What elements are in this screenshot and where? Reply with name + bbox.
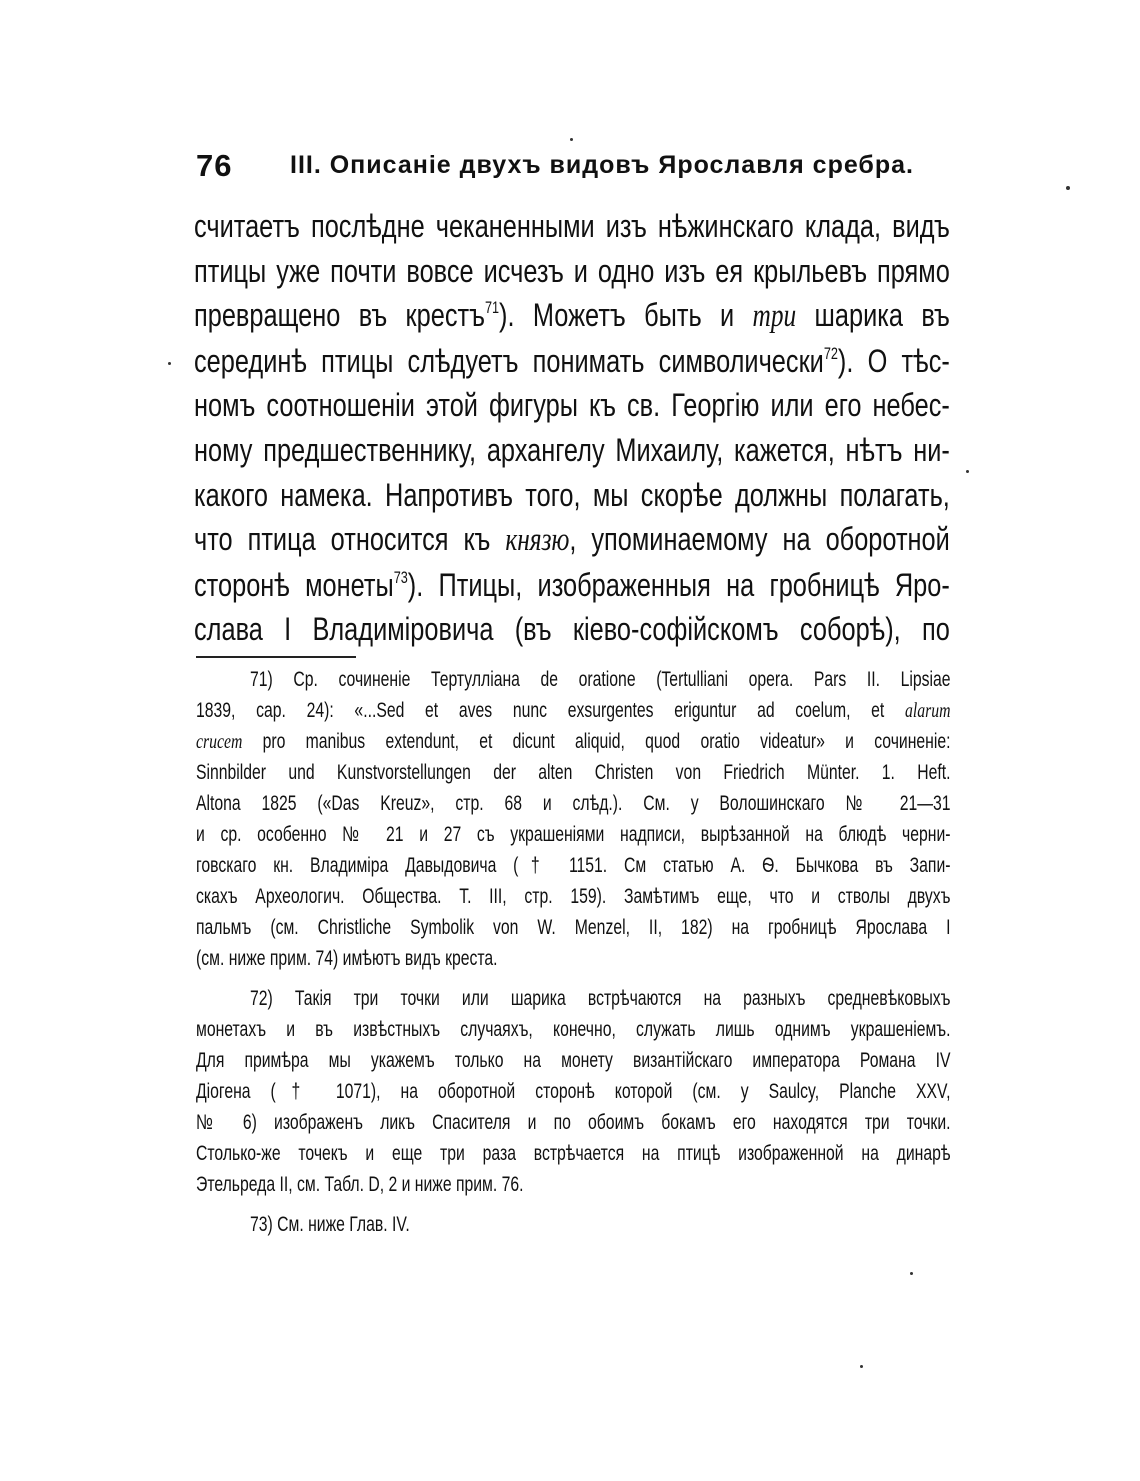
footnote-line: 73) См. ниже Глав. IV. <box>250 1213 410 1236</box>
footnote-line: Столько-же точекъ и еще три раза встрѣчается на птицѣ изображенной на динарѣ <box>196 1142 951 1165</box>
page-header <box>196 148 956 188</box>
scan-speck <box>168 362 171 365</box>
page-number: 76 <box>196 148 233 183</box>
scan-speck <box>570 138 573 141</box>
text-line: ному предшественнику, архангелу Михаилу, кажется, нѣтъ ни- <box>194 431 950 468</box>
text-line: слава I Владиміровича (въ кіево-софійскомъ соборѣ), по <box>194 611 950 648</box>
footnote-line: 72) Такія три точки или шарика встрѣчаются на разныхъ средневѣковыхъ <box>250 987 951 1010</box>
footnote-separator <box>196 656 356 658</box>
footnote-line: монетахъ и въ извѣстныхъ случаяхъ, конечно, служать лишь однимъ украшеніемъ. <box>196 1018 951 1041</box>
footnotes <box>196 664 951 1249</box>
footnote-71 <box>196 664 951 974</box>
footnote-72 <box>196 983 951 1200</box>
footnote-ref-71: 71 <box>484 299 500 318</box>
footnote-line: Этельреда II, см. Табл. D, 2 и ниже прим. 76. <box>196 1173 524 1196</box>
text-line: превращено въ крестъ$^{71}$). Можетъ быть и три шарика въ <box>194 297 950 335</box>
text-line: птицы уже почти вовсе исчезъ и одно изъ ея крыльевъ прямо <box>194 252 950 289</box>
footnote-line: Sinnbilder und Kunstvorstellungen der alten Christen von Friedrich Münter. 1. Heft. <box>196 761 951 784</box>
footnote-line: говскаго кн. Владиміра Давыдовича († 1151. См статью А. Ѳ. Бычкова въ Запи- <box>196 854 951 877</box>
text-line: какого намека. Напротивъ того, мы скорѣе должны полагать, <box>194 476 950 513</box>
footnote-line: и ср. особенно № 21 и 27 съ украшеніями надписи, вырѣзанной на блюдѣ черни- <box>196 823 951 846</box>
running-title: III. Описаніе двухъ видовъ Ярославля сребра. <box>290 151 914 179</box>
footnote-line: № 6) изображенъ ликъ Спасителя и по обоимъ бокамъ его находятся три точки. <box>196 1111 951 1134</box>
text-line: сторонѣ монеты$^{73}$). Птицы, изображенныя на гробницѣ Яро- <box>194 566 950 603</box>
scan-speck <box>910 1272 913 1275</box>
footnote-ref-73: 73 <box>393 568 408 587</box>
main-text <box>194 204 950 652</box>
footnote-line: crucem pro manibus extendunt, et dicunt aliquid, quod oratio videatur» и сочиненіе: <box>196 729 951 753</box>
text-line: номъ соотношеніи этой фигуры къ св. Георгію или его небес- <box>194 387 950 424</box>
footnote-line: Altona 1825 («Das Kreuz», стр. 68 и слѣд.). См. у Волошинскаго № 21—31 <box>196 792 951 815</box>
text-line: серединѣ птицы слѣдуетъ понимать символически$^{72}$). О тѣс- <box>194 342 950 379</box>
scan-speck <box>966 470 969 473</box>
footnote-line: Для примѣра мы укажемъ только на монету византійскаго императора Романа IV <box>196 1049 951 1072</box>
footnote-line: пальмъ (см. Christliche Symbolik von W. Menzel, II, 182) на гробницѣ Ярослава I <box>196 916 951 939</box>
text-line: считаетъ послѣдне чеканенными изъ нѣжинскаго клада, видъ <box>194 208 950 244</box>
text-line: что птица относится къ князю, упоминаемому на оборотной <box>194 521 950 559</box>
footnote-line: (см. ниже прим. 74) имѣютъ видъ креста. <box>196 947 498 970</box>
footnote-line: 71) Ср. сочиненіе Тертулліана de oratione (Tertulliani opera. Pars II. Lipsiae <box>250 668 951 691</box>
footnote-ref-72: 72 <box>823 344 838 363</box>
footnote-line: скахъ Археологич. Общества. Т. III, стр. 159). Замѣтимъ еще, что и стволы двухъ <box>196 885 951 908</box>
footnote-73 <box>196 1209 951 1240</box>
scan-speck <box>860 1365 863 1368</box>
footnote-line: 1839, cap. 24): «...Sed et aves nunc exsurgentes eriguntur ad coelum, et alarum <box>196 698 951 722</box>
scan-speck <box>1066 186 1070 190</box>
footnote-line: Діогена († 1071), на оборотной сторонѣ которой (см. у Saulcy, Planche XXV, <box>196 1080 951 1103</box>
